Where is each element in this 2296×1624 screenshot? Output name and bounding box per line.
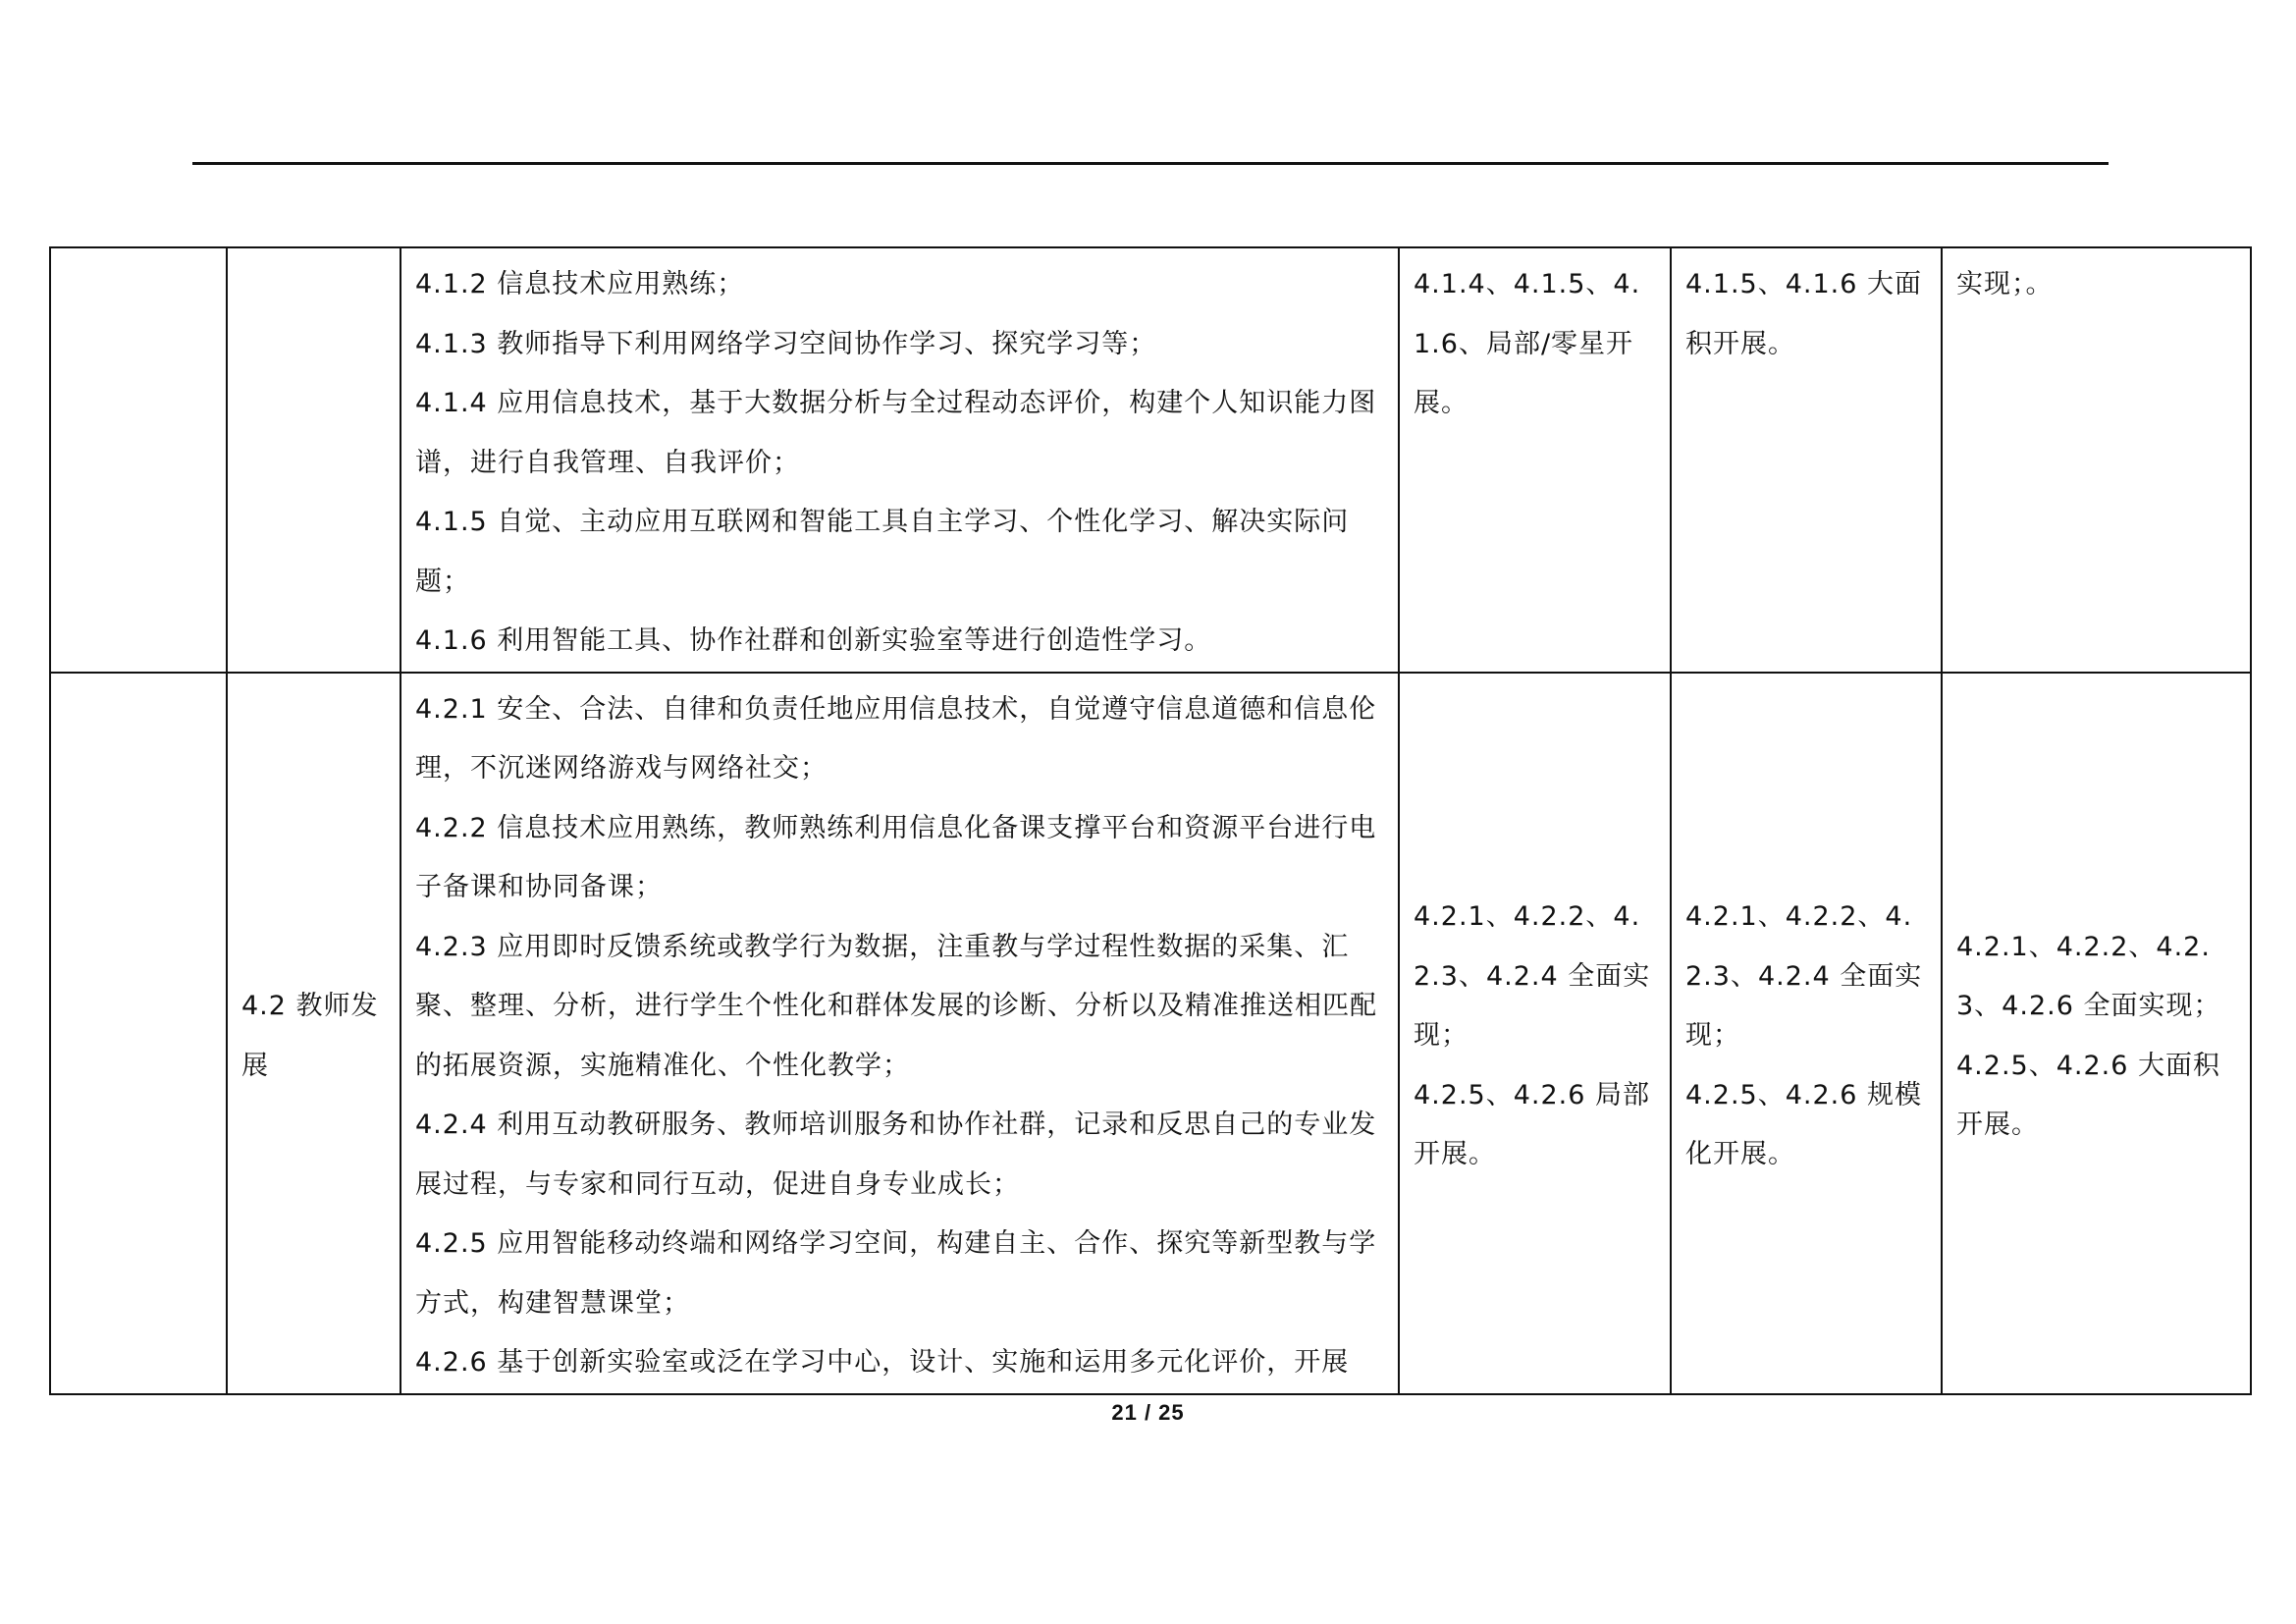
requirement-item: 4.2.5 应用智能移动终端和网络学习空间，构建自主、合作、探究等新型教与学方式，构建智慧课堂； <box>415 1228 1377 1319</box>
table-cell-category <box>50 247 227 673</box>
level-3-text: 实现；。 <box>1956 269 2054 299</box>
requirement-item: 4.2.2 信息技术应用熟练，教师熟练利用信息化备课支撑平台和资源平台进行电子备课和协同备课； <box>415 812 1377 902</box>
requirement-item: 4.1.4 应用信息技术，基于大数据分析与全过程动态评价，构建个人知识能力图谱，进行自我管理、自我评价； <box>415 388 1377 478</box>
table-cell-level-3 <box>1942 247 2251 673</box>
header-rule <box>192 162 2109 165</box>
requirement-item: 4.1.6 利用智能工具、协作社群和创新实验室等进行创造性学习。 <box>415 625 1212 656</box>
level-1-text: 4.2.1、4.2.2、4.2.3、4.2.4 全面实现； 4.2.5、4.2.6 局部开展。 <box>1414 901 1651 1170</box>
table-cell-category <box>50 673 227 1394</box>
level-2-text: 4.2.1、4.2.2、4.2.3、4.2.4 全面实现； 4.2.5、4.2.6 规模化开展。 <box>1685 901 1923 1170</box>
table-row <box>50 673 2251 1394</box>
requirement-item: 4.2.1 安全、合法、自律和负责任地应用信息技术，自觉遵守信息道德和信息伦理，不沉迷网络游戏与网络社交； <box>415 693 1377 784</box>
requirement-item: 4.2.4 利用互动教研服务、教师培训服务和协作社群，记录和反思自己的专业发展过程，与专家和同行互动，促进自身专业成长； <box>415 1110 1377 1200</box>
table-cell-subcategory <box>227 247 400 673</box>
table-cell-level-2 <box>1671 673 1942 1394</box>
table-cell-subcategory <box>227 673 400 1394</box>
page-number: 21 / 25 <box>1111 1400 1185 1425</box>
requirement-item: 4.1.5 自觉、主动应用互联网和智能工具自主学习、个性化学习、解决实际问题； <box>415 507 1350 597</box>
table-cell-level-2 <box>1671 247 1942 673</box>
table-cell-level-3 <box>1942 673 2251 1394</box>
table-row <box>50 247 2251 673</box>
content-table <box>49 246 2252 1395</box>
requirement-item: 4.1.2 信息技术应用熟练； <box>415 269 745 299</box>
level-1-text: 4.1.4、4.1.5、4.1.6、局部/零星开展。 <box>1414 269 1641 418</box>
table-cell-level-1 <box>1399 673 1671 1394</box>
table-cell-requirements <box>400 247 1399 673</box>
table-cell-level-1 <box>1399 247 1671 673</box>
subcategory-text: 4.2 教师发展 <box>241 991 379 1081</box>
requirement-item: 4.2.6 基于创新实验室或泛在学习中心，设计、实施和运用多元化评价，开展 <box>415 1347 1350 1378</box>
level-2-text: 4.1.5、4.1.6 大面积开展。 <box>1685 269 1922 359</box>
requirement-item: 4.2.3 应用即时反馈系统或教学行为数据，注重教与学过程性数据的采集、汇聚、整理、分析，进行学生个性化和群体发展的诊断、分析以及精准推送相匹配的拓展资源，实施精准化、个性化教学； <box>415 931 1377 1081</box>
requirement-item: 4.1.3 教师指导下利用网络学习空间协作学习、探究学习等； <box>415 328 1157 359</box>
table-cell-requirements <box>400 673 1399 1394</box>
level-3-text: 4.2.1、4.2.2、4.2.3、4.2.6 全面实现； 4.2.5、4.2.6 大面积开展。 <box>1956 931 2221 1140</box>
